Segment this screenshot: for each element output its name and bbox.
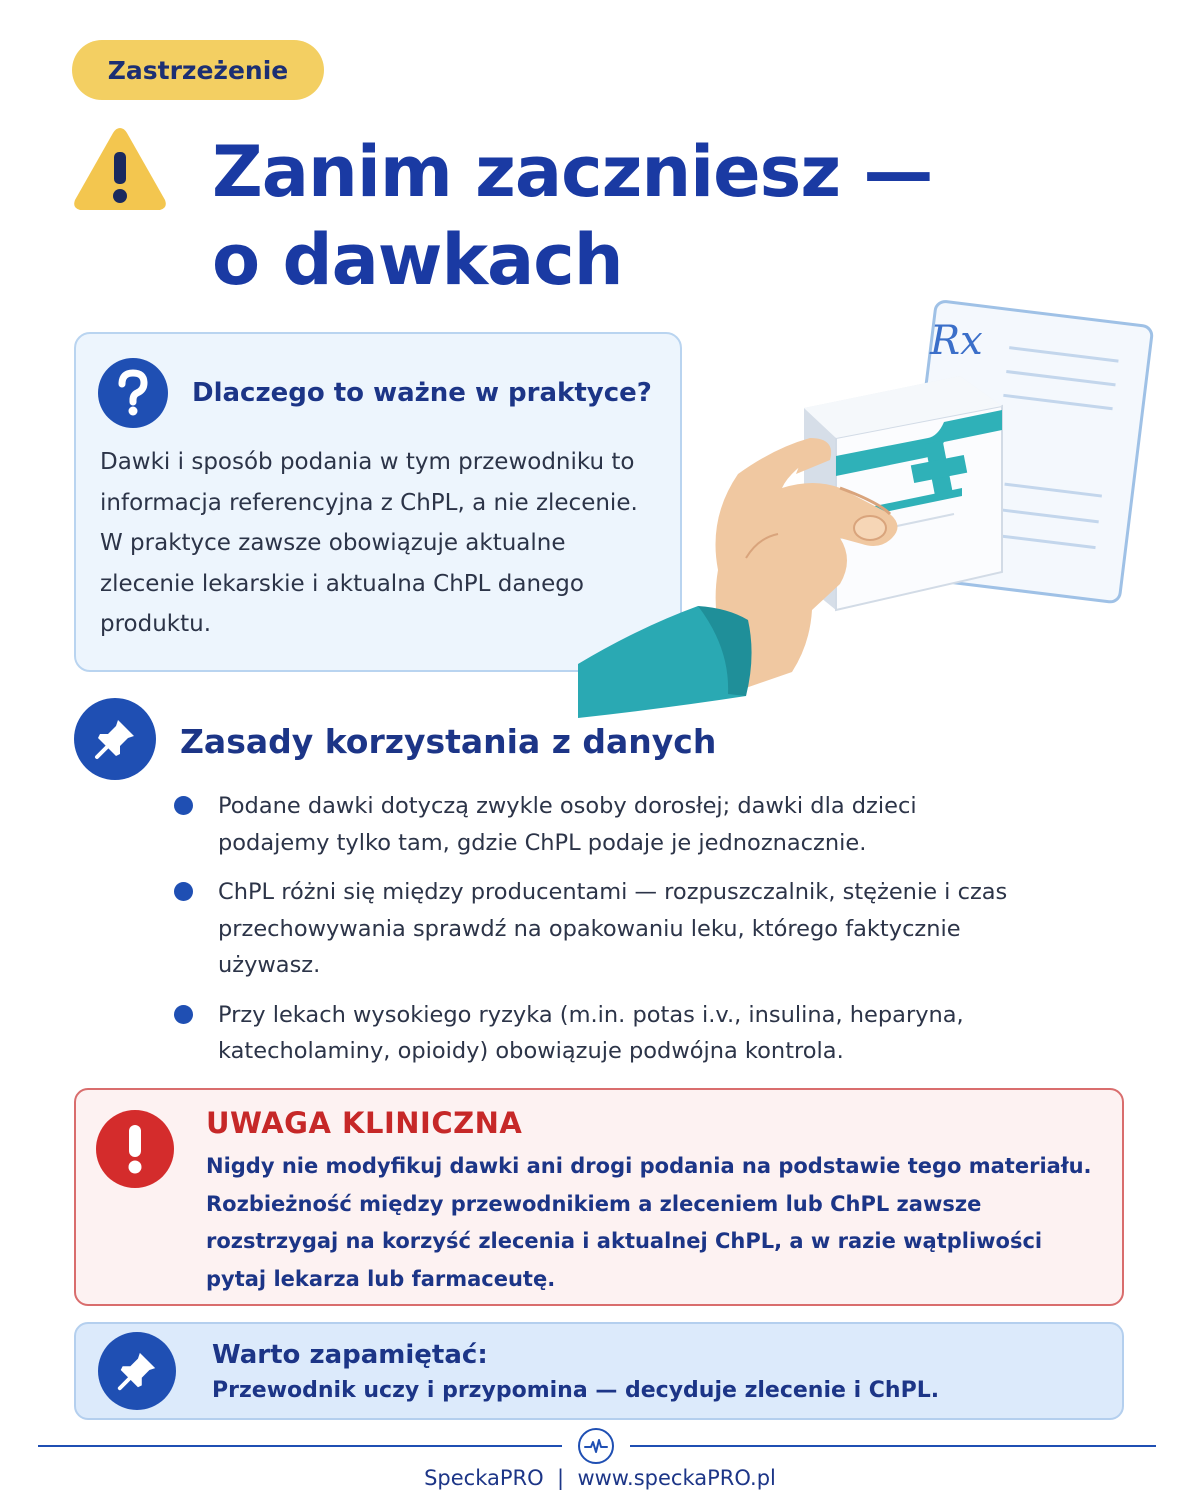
list-item: Podane dawki dotyczą zwykle osoby dorosłej; dawki dla dzieci podajemy tylko tam, gdzie ChPL podaje je jednoznacznie. (172, 788, 1012, 861)
heartbeat-icon (578, 1428, 614, 1464)
clinical-alert-box (74, 1088, 1124, 1306)
page-title-line-1: Zanim zaczniesz — (212, 131, 933, 213)
question-icon (98, 358, 168, 428)
why-heading: Dlaczego to ważne w praktyce? (192, 378, 652, 408)
rules-heading: Zasady korzystania z danych (180, 722, 717, 761)
disclaimer-badge: Zastrzeżenie (72, 40, 324, 100)
alert-body-text: Nigdy nie modyfikuj dawki ani drogi podania na podstawie tego materiału. Rozbieżność między przewodnikiem a zleceniem lub ChPL zawsze rozstrzygaj na korzyść zlecenia i aktualnej ChPL, a w razie wątpliwości pytaj lekarza lub farmaceutę. (206, 1154, 1092, 1291)
rules-list (172, 788, 1012, 1083)
warning-icon (70, 122, 170, 214)
rx-symbol: Rx (930, 318, 983, 364)
page-title-line-2: o dawkach (212, 219, 623, 301)
medicine-illustration (578, 288, 1162, 728)
pushpin-icon (98, 1332, 176, 1410)
remember-heading: Warto zapamiętać: (212, 1340, 488, 1370)
why-body-text: Dawki i sposób podania w tym przewodniku to informacja referencyjna z ChPL, a nie zlecenie. W praktyce zawsze obowiązuje aktualne zlecenie lekarskie i aktualna ChPL danego produktu. (100, 449, 638, 637)
list-item: ChPL różni się między producentami — rozpuszczalnik, stężenie i czas przechowywania sprawdź na opakowaniu leku, którego faktycznie używasz. (172, 874, 1012, 984)
footer-text: SpeckaPRO | www.speckaPRO.pl (424, 1466, 776, 1490)
list-item: Przy lekach wysokiego ryzyka (m.in. potas i.v., insulina, heparyna, katecholaminy, opioidy) obowiązuje podwójna kontrola. (172, 997, 1012, 1070)
page-title (212, 128, 1112, 304)
pushpin-icon (74, 698, 156, 780)
footer-divider-right (630, 1445, 1156, 1447)
exclamation-icon (96, 1110, 174, 1188)
remember-body-text: Przewodnik uczy i przypomina — decyduje zlecenie i ChPL. (212, 1378, 940, 1403)
remember-box (74, 1322, 1124, 1420)
footer-divider-left (38, 1445, 562, 1447)
alert-heading: UWAGA KLINICZNA (206, 1106, 523, 1140)
